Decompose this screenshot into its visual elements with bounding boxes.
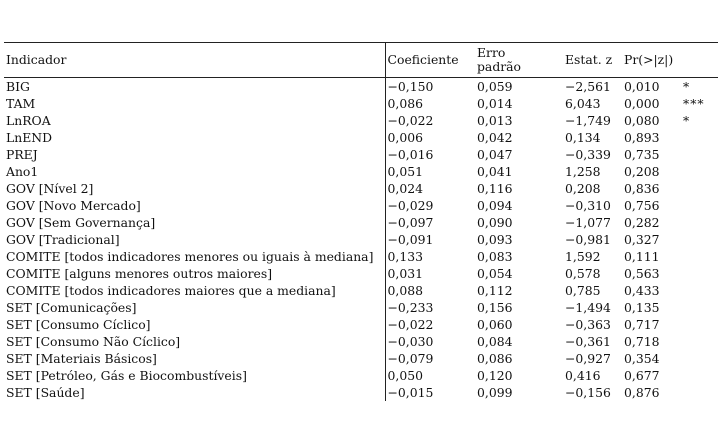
cell-std-error: 0,112 [477, 282, 513, 298]
cell-coefficient: −0,030 [387, 333, 434, 349]
cell-coefficient: −0,091 [387, 231, 434, 247]
cell-significance [681, 384, 718, 401]
cell-std-error: 0,084 [477, 333, 513, 349]
table-row [4, 316, 718, 333]
table-row [4, 146, 718, 163]
cell-significance [681, 146, 718, 163]
header-row [4, 43, 718, 78]
cell-z-stat: 0,134 [565, 129, 601, 145]
table-row [4, 214, 718, 231]
cell-significance [681, 197, 718, 214]
table-header [4, 43, 718, 78]
table-body [4, 78, 718, 402]
cell-coefficient: −0,079 [387, 350, 434, 366]
cell-significance [681, 282, 718, 299]
cell-z-stat: −1,494 [565, 299, 611, 315]
cell-significance: * [683, 78, 691, 94]
cell-std-error: 0,156 [477, 299, 513, 315]
table-row [4, 129, 718, 146]
table-row [4, 78, 718, 96]
table-row [4, 384, 718, 401]
cell-indicator: LnROA [4, 112, 385, 129]
cell-indicator: TAM [4, 95, 385, 112]
header-significance [681, 43, 718, 78]
cell-p-value: 0,010 [624, 78, 660, 94]
cell-indicator: COMITE [todos indicadores menores ou iguais à mediana] [4, 248, 385, 265]
header-std-error [475, 43, 563, 78]
header-coefficient: Coeficiente [385, 43, 475, 78]
cell-z-stat: −0,310 [565, 197, 611, 213]
cell-indicator: BIG [4, 78, 385, 96]
cell-significance [681, 214, 718, 231]
cell-z-stat: 0,785 [565, 282, 601, 298]
cell-coefficient: −0,022 [387, 316, 434, 332]
cell-coefficient: 0,024 [387, 180, 423, 196]
cell-p-value: 0,433 [624, 282, 660, 298]
table-row [4, 333, 718, 350]
table-row [4, 231, 718, 248]
cell-significance [681, 265, 718, 282]
cell-significance [681, 231, 718, 248]
cell-std-error: 0,090 [477, 214, 513, 230]
cell-p-value: 0,111 [624, 248, 660, 264]
cell-std-error: 0,014 [477, 95, 513, 111]
cell-p-value: 0,135 [624, 299, 660, 315]
regression-table [4, 42, 718, 401]
cell-p-value: 0,327 [624, 231, 660, 247]
cell-z-stat: 1,592 [565, 248, 601, 264]
table-row [4, 95, 718, 112]
cell-p-value: 0,836 [624, 180, 660, 196]
cell-z-stat: 1,258 [565, 163, 601, 179]
cell-p-value: 0,208 [624, 163, 660, 179]
cell-z-stat: 6,043 [565, 95, 601, 111]
cell-p-value: 0,718 [624, 333, 660, 349]
cell-std-error: 0,094 [477, 197, 513, 213]
cell-z-stat: −1,077 [565, 214, 611, 230]
cell-p-value: 0,893 [624, 129, 660, 145]
cell-coefficient: −0,233 [387, 299, 434, 315]
cell-p-value: 0,717 [624, 316, 660, 332]
table-row [4, 180, 718, 197]
cell-indicator: SET [Consumo Cíclico] [4, 316, 385, 333]
cell-indicator: SET [Consumo Não Cíclico] [4, 333, 385, 350]
cell-coefficient: −0,029 [387, 197, 434, 213]
cell-significance [681, 367, 718, 384]
cell-significance [681, 180, 718, 197]
cell-std-error: 0,060 [477, 316, 513, 332]
cell-indicator: COMITE [alguns menores outros maiores] [4, 265, 385, 282]
cell-indicator: PREJ [4, 146, 385, 163]
cell-indicator: GOV [Sem Governança] [4, 214, 385, 231]
cell-indicator: SET [Comunicações] [4, 299, 385, 316]
cell-std-error: 0,041 [477, 163, 513, 179]
cell-p-value: 0,756 [624, 197, 660, 213]
cell-p-value: 0,354 [624, 350, 660, 366]
cell-significance [681, 129, 718, 146]
header-z-stat: Estat. z [563, 43, 622, 78]
cell-coefficient: −0,097 [387, 214, 434, 230]
header-std-error-line2: padrão [477, 59, 522, 74]
cell-std-error: 0,047 [477, 146, 513, 162]
header-p-value: Pr(>|z|) [622, 43, 681, 78]
cell-std-error: 0,120 [477, 367, 513, 383]
cell-z-stat: −0,156 [565, 384, 611, 400]
cell-indicator: GOV [Tradicional] [4, 231, 385, 248]
table-row [4, 282, 718, 299]
cell-z-stat: −0,339 [565, 146, 611, 162]
cell-coefficient: 0,088 [387, 282, 423, 298]
cell-indicator: SET [Saúde] [4, 384, 385, 401]
cell-significance [681, 316, 718, 333]
cell-std-error: 0,099 [477, 384, 513, 400]
cell-indicator: COMITE [todos indicadores maiores que a mediana] [4, 282, 385, 299]
cell-std-error: 0,093 [477, 231, 513, 247]
cell-std-error: 0,054 [477, 265, 513, 281]
cell-std-error: 0,116 [477, 180, 513, 196]
cell-significance [681, 333, 718, 350]
cell-indicator: SET [Materiais Básicos] [4, 350, 385, 367]
cell-indicator: GOV [Nível 2] [4, 180, 385, 197]
cell-coefficient: −0,015 [387, 384, 434, 400]
cell-p-value: 0,080 [624, 112, 660, 128]
cell-indicator: GOV [Novo Mercado] [4, 197, 385, 214]
cell-p-value: 0,876 [624, 384, 660, 400]
cell-z-stat: −0,363 [565, 316, 611, 332]
cell-indicator: Ano1 [4, 163, 385, 180]
cell-std-error: 0,086 [477, 350, 513, 366]
cell-std-error: 0,059 [477, 78, 513, 94]
cell-std-error: 0,083 [477, 248, 513, 264]
cell-indicator: LnEND [4, 129, 385, 146]
regression-table-container [4, 42, 718, 401]
cell-coefficient: 0,006 [387, 129, 423, 145]
table-row [4, 350, 718, 367]
cell-z-stat: 0,416 [565, 367, 601, 383]
cell-coefficient: 0,133 [387, 248, 423, 264]
cell-significance [681, 350, 718, 367]
table-row [4, 163, 718, 180]
cell-std-error: 0,013 [477, 112, 513, 128]
cell-significance [681, 248, 718, 265]
cell-significance: * [683, 112, 691, 128]
cell-indicator: SET [Petróleo, Gás e Biocombustíveis] [4, 367, 385, 384]
cell-p-value: 0,563 [624, 265, 660, 281]
cell-z-stat: −0,927 [565, 350, 611, 366]
cell-z-stat: −2,561 [565, 78, 611, 94]
cell-p-value: 0,000 [624, 95, 660, 111]
cell-z-stat: −0,361 [565, 333, 611, 349]
header-indicator: Indicador [4, 43, 385, 78]
cell-significance [681, 299, 718, 316]
table-row [4, 197, 718, 214]
cell-z-stat: −0,981 [565, 231, 611, 247]
cell-significance: *** [683, 95, 705, 111]
cell-coefficient: −0,016 [387, 146, 434, 162]
cell-coefficient: −0,150 [387, 78, 434, 94]
table-row [4, 112, 718, 129]
table-row [4, 367, 718, 384]
cell-coefficient: 0,051 [387, 163, 423, 179]
table-row [4, 299, 718, 316]
cell-coefficient: 0,086 [387, 95, 423, 111]
header-std-error-line1: Erro [477, 45, 506, 60]
cell-coefficient: 0,050 [387, 367, 423, 383]
cell-z-stat: 0,208 [565, 180, 601, 196]
cell-coefficient: −0,022 [387, 112, 434, 128]
cell-z-stat: 0,578 [565, 265, 601, 281]
cell-p-value: 0,282 [624, 214, 660, 230]
cell-coefficient: 0,031 [387, 265, 423, 281]
cell-p-value: 0,735 [624, 146, 660, 162]
cell-z-stat: −1,749 [565, 112, 611, 128]
cell-significance [681, 163, 718, 180]
table-row [4, 248, 718, 265]
cell-p-value: 0,677 [624, 367, 660, 383]
cell-std-error: 0,042 [477, 129, 513, 145]
table-row [4, 265, 718, 282]
